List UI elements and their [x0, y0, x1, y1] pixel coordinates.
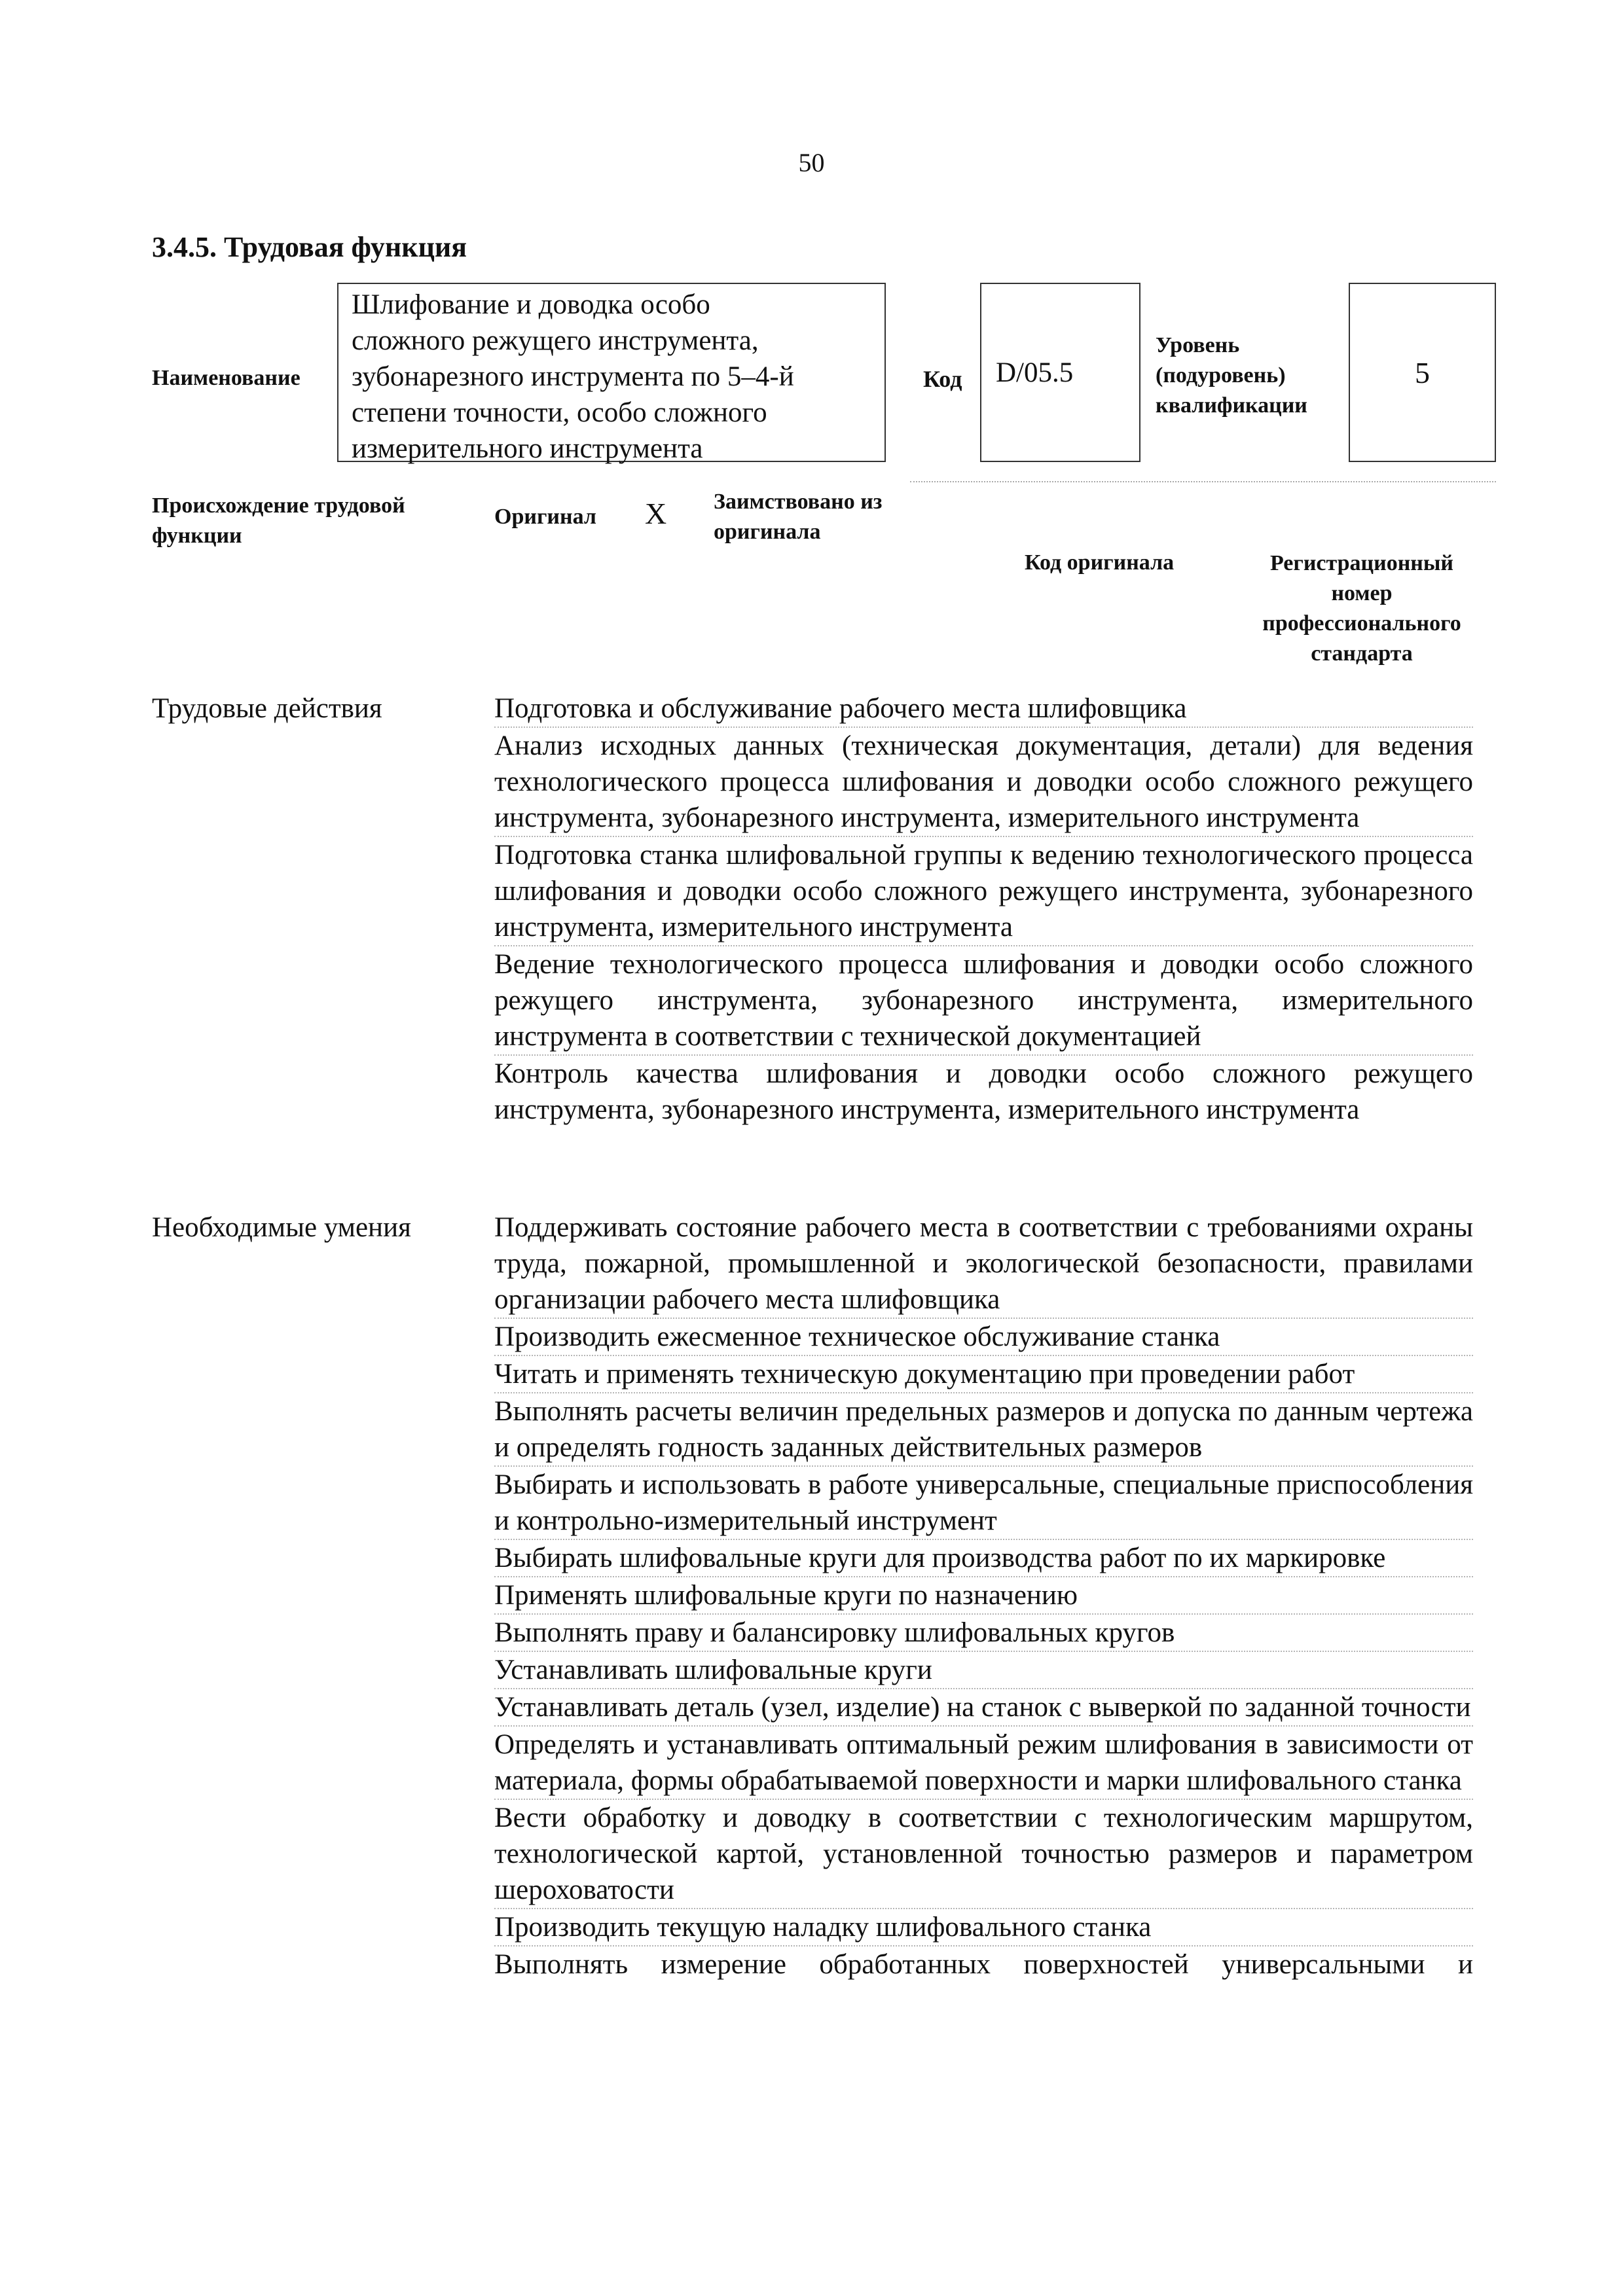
reg-number-line: номер [1331, 581, 1393, 605]
origin-top-dotted-line [910, 481, 1496, 482]
function-name-line: сложного режущего инструмента, [352, 325, 759, 356]
origin-label [152, 491, 405, 551]
level-label-line: (подуровень) [1156, 363, 1286, 387]
required-skills-label: Необходимые умения [152, 1212, 411, 1243]
labor-actions-label: Трудовые действия [152, 693, 382, 724]
page-number: 50 [798, 148, 825, 177]
labor-action-item: Ведение технологического процесса шлифования и доводки особо сложного режущего инструмента, зубонарезного инструмента, измерительного инструмента в соответствии с технической документацией [494, 945, 1473, 1054]
section-title: 3.4.5. Трудовая функция [152, 231, 467, 263]
level-label-line: Уровень [1156, 333, 1240, 357]
origin-label-line: Происхождение трудовой [152, 493, 405, 518]
level-label [1156, 331, 1307, 421]
name-label: Наименование [152, 366, 301, 390]
labor-action-item: Подготовка и обслуживание рабочего места шлифовщика [494, 693, 1187, 724]
code-original-label: Код оригинала [1025, 550, 1175, 575]
original-mark: X [645, 497, 667, 530]
skill-item: Выполнять измерение обработанных поверхностей универсальными и [494, 1945, 1473, 1982]
skill-item: Читать и применять техническую документацию при проведении работ [494, 1355, 1473, 1392]
function-name-line: зубонарезного инструмента по 5–4-й [352, 361, 794, 392]
function-name-box [337, 283, 886, 462]
reg-number-line: профессионального [1262, 611, 1461, 636]
labor-action-item: Анализ исходных данных (техническая документация, детали) для ведения технологического процесса шлифования и доводки особо сложного режущего инструмента, зубонарезного инструмента, измерительного инструмента [494, 726, 1473, 836]
borrowed-label [714, 487, 882, 547]
code-value: D/05.5 [996, 357, 1074, 388]
skill-item: Производить ежесменное техническое обслуживание станка [494, 1318, 1473, 1355]
borrowed-label-line: оригинала [714, 520, 821, 544]
level-value: 5 [1415, 355, 1430, 389]
skill-item: Выбирать и использовать в работе универсальные, специальные приспособления и контрольно-измерительный инструмент [494, 1465, 1473, 1539]
code-label: Код [923, 366, 962, 392]
required-skills-list [494, 1210, 1473, 1982]
labor-action-item: Подготовка станка шлифовальной группы к ведению технологического процесса шлифования и доводки особо сложного режущего инструмента, зубонарезного инструмента, измерительного инструмента [494, 836, 1473, 945]
origin-label-line: функции [152, 524, 242, 548]
original-label: Оригинал [494, 505, 596, 529]
borrowed-label-line: Заимствовано из [714, 490, 883, 514]
function-name-line: измерительного инструмента [352, 433, 703, 464]
skill-item: Определять и устанавливать оптимальный режим шлифования в зависимости от материала, формы обрабатываемой поверхности и марки шлифовального станка [494, 1725, 1473, 1799]
labor-actions-list [494, 691, 1473, 1128]
reg-number-line: стандарта [1311, 641, 1413, 666]
skill-item: Поддерживать состояние рабочего места в соответствии с требованиями охраны труда, пожарной, промышленной и экологической безопасности, правилами организации рабочего места шлифовщика [494, 1212, 1473, 1315]
skill-item: Устанавливать деталь (узел, изделие) на станок с выверкой по заданной точности [494, 1688, 1473, 1725]
labor-action-item: Контроль качества шлифования и доводки особо сложного режущего инструмента, зубонарезного инструмента, измерительного инструмента [494, 1054, 1473, 1128]
skill-item: Применять шлифовальные круги по назначению [494, 1576, 1473, 1613]
level-box [1349, 283, 1496, 462]
skill-item: Выполнять праву и балансировку шлифовальных кругов [494, 1613, 1473, 1651]
skill-item: Выбирать шлифовальные круги для производства работ по их маркировке [494, 1539, 1473, 1576]
skill-item: Вести обработку и доводку в соответствии с технологическим маршрутом, технологической картой, установленной точностью размеров и параметром шероховатости [494, 1799, 1473, 1908]
skill-item: Производить текущую наладку шлифовального станка [494, 1908, 1473, 1945]
function-name-line: Шлифование и доводка особо [352, 289, 710, 320]
code-box [980, 283, 1140, 462]
skill-item: Устанавливать шлифовальные круги [494, 1651, 1473, 1688]
reg-number-label [1244, 548, 1480, 669]
skill-item: Выполнять расчеты величин предельных размеров и допуска по данным чертежа и определять годность заданных действительных размеров [494, 1392, 1473, 1465]
reg-number-line: Регистрационный [1269, 551, 1454, 575]
function-name-line: степени точности, особо сложного [352, 397, 767, 428]
level-label-line: квалификации [1156, 393, 1307, 418]
